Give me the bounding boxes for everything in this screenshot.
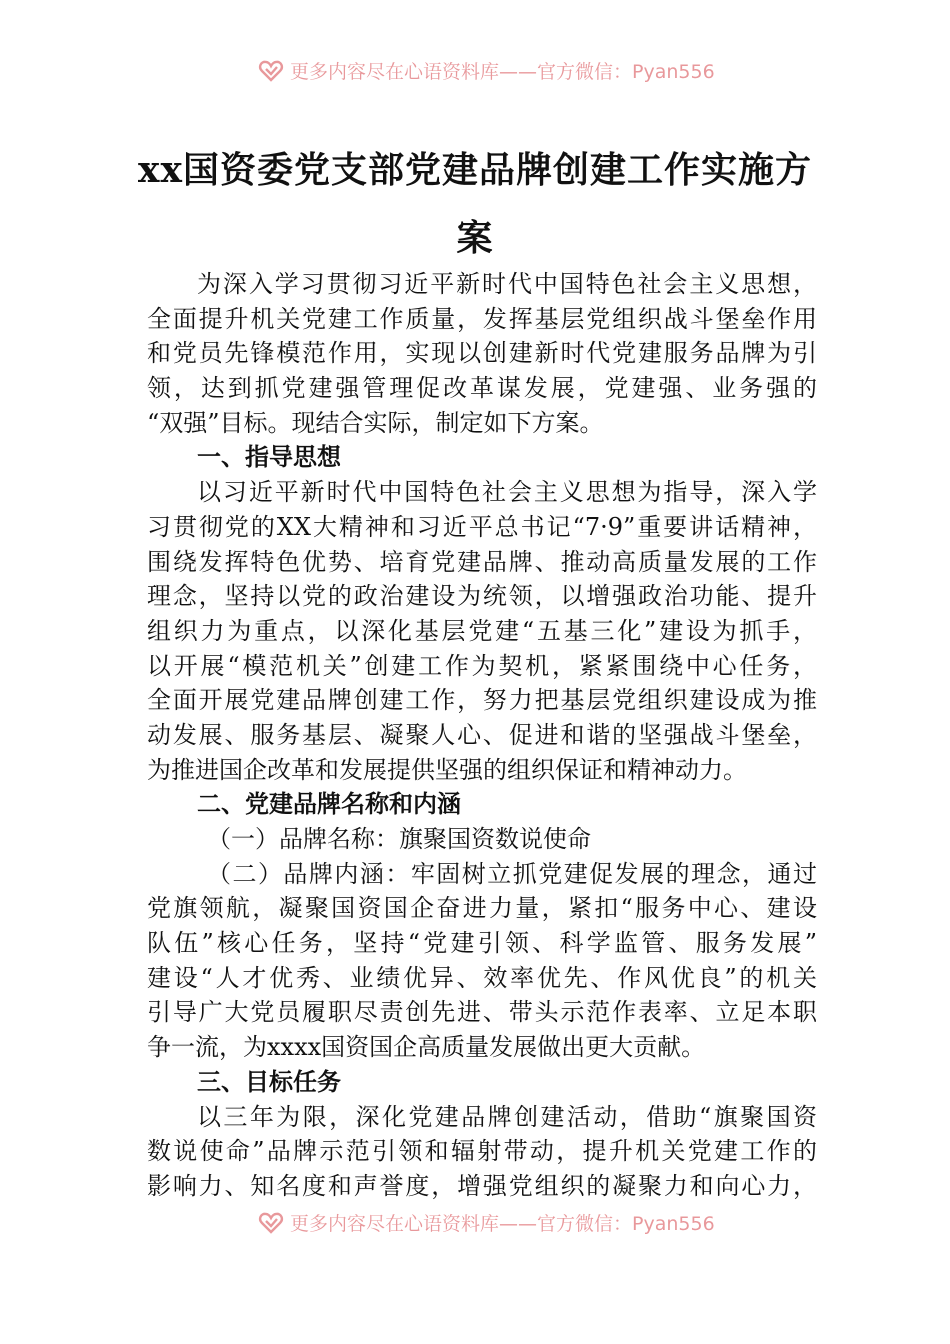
brand-name-line: （一）品牌名称：旗聚国资数说使命 — [207, 825, 591, 853]
watermark-bottom — [258, 1208, 738, 1236]
paragraph-line: 为深入学习贯彻习近平新时代中国特色社会主义思想， — [197, 270, 817, 298]
paragraph-line: “双强”目标。现结合实际，制定如下方案。 — [147, 408, 604, 437]
paragraph-line: 以开展“模范机关”创建工作为契机，紧紧围绕中心任务， — [147, 651, 817, 680]
section-heading: 三、目标任务 — [197, 1067, 341, 1096]
watermark-text: 更多内容尽在心语资料库——官方微信：Pyan556 — [290, 60, 715, 83]
document-title-line-2: 案 — [456, 217, 494, 259]
paragraph-line: 队伍”核心任务，坚持“党建引领、科学监管、服务发展” — [147, 929, 817, 958]
paragraph-line: 数说使命”品牌示范引领和辐射带动，提升机关党建工作的 — [147, 1137, 817, 1166]
paragraph-line: 全面提升机关党建工作质量，发挥基层党组织战斗堡垒作用 — [147, 304, 817, 333]
section-heading: 一、指导思想 — [197, 443, 341, 472]
paragraph-line: 引导广大党员履职尽责创先进、带头示范作表率、立足本职 — [147, 998, 817, 1027]
heart-logo-icon — [258, 57, 284, 83]
heart-logo-icon — [258, 1209, 284, 1235]
document-title-line-1: xx国资委党支部党建品牌创建工作实施方 — [138, 149, 812, 191]
paragraph-line: 理念，坚持以党的政治建设为统领，以增强政治功能、提升 — [147, 582, 817, 611]
section-heading: 二、党建品牌名称和内涵 — [197, 790, 461, 819]
paragraph-line: 以习近平新时代中国特色社会主义思想为指导，深入学 — [197, 478, 817, 507]
paragraph-line: 全面开展党建品牌创建工作，努力把基层党组织建设成为推 — [147, 686, 817, 715]
paragraph-line: 领，达到抓党建强管理促改革谋发展，党建强、业务强的 — [147, 374, 817, 403]
paragraph-line: 组织力为重点，以深化基层党建“五基三化”建设为抓手， — [147, 616, 817, 645]
document-body — [147, 267, 817, 1204]
paragraph-line: 党旗领航，凝聚国资国企奋进力量，紧扣“服务中心、建设 — [147, 894, 817, 923]
watermark-top — [258, 56, 738, 84]
paragraph-line: 动发展、服务基层、凝聚人心、促进和谐的坚强战斗堡垒， — [147, 720, 817, 749]
paragraph-line: 为推进国企改革和发展提供坚强的组织保证和精神动力。 — [147, 755, 747, 784]
paragraph-line: 和党员先锋模范作用，实现以创建新时代党建服务品牌为引 — [147, 339, 817, 368]
paragraph-line: 建设“人才优秀、业绩优异、效率优先、作风优良”的机关 — [147, 963, 817, 992]
paragraph-line: 围绕发挥特色优势、培育党建品牌、推动高质量发展的工作 — [147, 547, 817, 576]
paragraph-line: （二）品牌内涵：牢固树立抓党建促发展的理念，通过 — [207, 859, 817, 888]
paragraph-line: 影响力、知名度和声誉度，增强党组织的凝聚力和向心力， — [147, 1171, 817, 1200]
paragraph-line: 以三年为限，深化党建品牌创建活动，借助“旗聚国资 — [197, 1102, 817, 1131]
paragraph-line: 争一流，为xxxx国资国企高质量发展做出更大贡献。 — [147, 1033, 706, 1062]
watermark-text: 更多内容尽在心语资料库——官方微信：Pyan556 — [290, 1212, 715, 1235]
paragraph-line: 习贯彻党的XX大精神和习近平总书记“7·9”重要讲话精神， — [147, 512, 817, 541]
